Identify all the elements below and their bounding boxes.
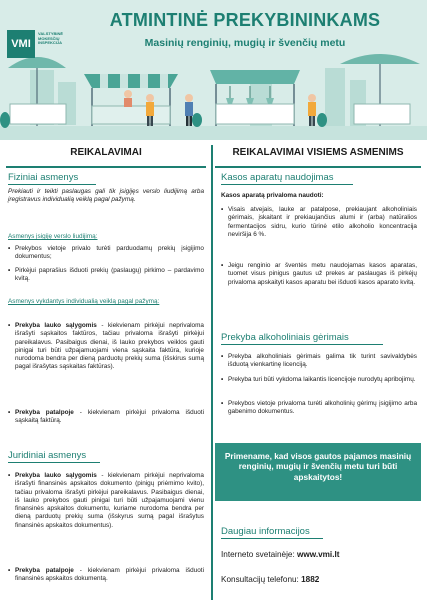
phone-line xyxy=(221,575,319,584)
licence-bullet-2: • Pirkėjui paprašius išduoti prekių (paslaugų) pirkimo – pardavimo kvitą. xyxy=(8,267,204,284)
page-title: ATMINTINĖ PREKYBININKAMS xyxy=(109,10,381,30)
alcohol-title: Prekyba alkoholiniais gėrimais xyxy=(221,332,349,343)
market-illustration xyxy=(0,40,427,140)
cash-register-title: Kasos aparatų naudojimas xyxy=(221,172,334,183)
requirements-all-rule xyxy=(215,166,421,168)
legal-persons-rule xyxy=(8,462,100,463)
cash-register-lead: Kasos aparatą privaloma naudoti: xyxy=(221,192,324,199)
outdoor-trade-label: Prekyba lauko sąlygomis xyxy=(15,322,97,329)
page-subtitle: Masinių renginių, mugių ir švenčių metu xyxy=(144,37,346,49)
individual-activity-subtitle: Asmenys vykdantys individualią veiklą pagal pažymą: xyxy=(8,298,160,305)
header-banner xyxy=(0,0,427,140)
cash-register-rule xyxy=(221,184,353,185)
vmi-logo: VMI xyxy=(7,30,35,58)
physical-persons-rule xyxy=(8,184,96,185)
phone-label: Konsultacijų telefonu: xyxy=(221,575,302,584)
physical-persons-title: Fiziniai asmenys xyxy=(8,172,79,183)
alcohol-bullet-2: • Prekyba turi būti vykdoma laikantis licencijoje nurodytų apribojimų. xyxy=(221,376,417,384)
website-label: Interneto svetainėje: xyxy=(221,550,298,559)
website-line xyxy=(221,550,339,559)
cash-bullet-2: • Jeigu renginio ar šventės metu naudojamas kasos aparatas, tuomet visus pinigus gautus už prekes ar paslaugas iš pirkėjų privaloma apskaityti kasos aparatu bei išduoti kasos aparato kvitą. xyxy=(221,262,417,287)
legal-indoor-label: Prekyba patalpoje xyxy=(15,567,74,574)
indoor-trade-label: Prekyba patalpoje xyxy=(15,409,74,416)
legal-indoor-text: - kiekvienam pirkėjui privaloma išduoti finansinės apskaitos dokumentą. xyxy=(15,567,204,583)
physical-persons-intro: Prekiauti ir teikti paslaugas gali tik įsigijęs verslo liudijimą arba įregistravus individualią veiklą pagal pažymą. xyxy=(8,188,204,204)
alcohol-rule xyxy=(221,344,383,345)
licence-bullet-1: • Prekybos vietoje privalo turėti parduodamų prekių įsigijimo dokumentus; xyxy=(8,245,204,262)
reminder-text: Primename, kad visos gautos pajamos masinių renginių, mugių ir švenčių metu turi būti apskaitytos! xyxy=(224,451,412,482)
legal-bullet-indoor xyxy=(8,567,204,584)
legal-outdoor-text: - kiekvienam pirkėjui neprivaloma išrašyti finansinės apskaitos dokumento (pinigų priėmimo kvito), tačiau privaloma išrašyti pirkėjui pareikalavus. Pasibaigus dienai, iš lauko prekybos gauti pinigai turi būti užpajamuojami vienu finansinės apskaitos dokumentu, kuriame nurodoma bendra per dieną parduotų prekių suma (išskyrus sumą pagal išrašytus finansinės apskaitos dokumentus). xyxy=(15,472,204,529)
business-licence-subtitle: Asmenys įsigiję verslo liudijimą: xyxy=(8,233,98,240)
legal-bullet-outdoor xyxy=(8,472,204,530)
phone-number[interactable]: 1882 xyxy=(301,575,320,584)
outdoor-trade-text: - kiekvienam pirkėjui neprivaloma išrašyti sąskaitos faktūros, tačiau privaloma išrašyti pirkėjui pareikalavus. Pasibaigus dienai, iš lauko prekybos veiklos gauti pinigai turi būti užpajamuojami viena sąskaita faktūra, kurioje nurodoma bendra per dieną parduotų prekių suma (išskirus sumą pagal išrašytas sąskaitas faktūras). xyxy=(15,322,204,371)
logo-caption: VALSTYBINĖ MOKESČIŲ INSPEKCIJA xyxy=(38,31,64,46)
cash-bullet-1: • Visais atvejais, lauke ar patalpose, prekiaujant alkoholiniais gėrimais, įskaitant ir prekiaujančius alumi ir (arba) natūralios fermentacijos sidru, kurio tūrinė etilo alkoholio koncentracija neviršija 6 %. xyxy=(221,206,417,239)
individual-bullet-indoor xyxy=(8,409,204,426)
individual-bullet-outdoor xyxy=(8,322,204,372)
alcohol-bullet-1: • Prekyba alkoholiniais gėrimais galima tik turint savivaldybės išduotą vienkartinę licenciją. xyxy=(221,353,417,370)
requirements-all-header: REIKALAVIMAI VISIEMS ASMENIMS xyxy=(232,147,404,158)
website-link[interactable]: www.vmi.lt xyxy=(297,550,340,559)
column-divider xyxy=(211,145,213,600)
alcohol-bullet-3: • Prekybos vietoje privaloma turėti alkoholinių gėrimų įsigijimo arba gabenimo dokumentus. xyxy=(221,400,417,417)
legal-persons-title: Juridiniai asmenys xyxy=(8,450,87,461)
more-info-rule xyxy=(221,538,323,539)
more-info-title: Daugiau informacijos xyxy=(221,526,310,537)
requirements-rule xyxy=(6,166,206,168)
legal-outdoor-label: Prekyba lauko sąlygomis xyxy=(15,472,97,479)
indoor-trade-text: - kiekvienam pirkėjui privaloma išduoti sąskaitą faktūrą. xyxy=(15,409,204,425)
requirements-header: REIKALAVIMAI xyxy=(70,147,142,158)
